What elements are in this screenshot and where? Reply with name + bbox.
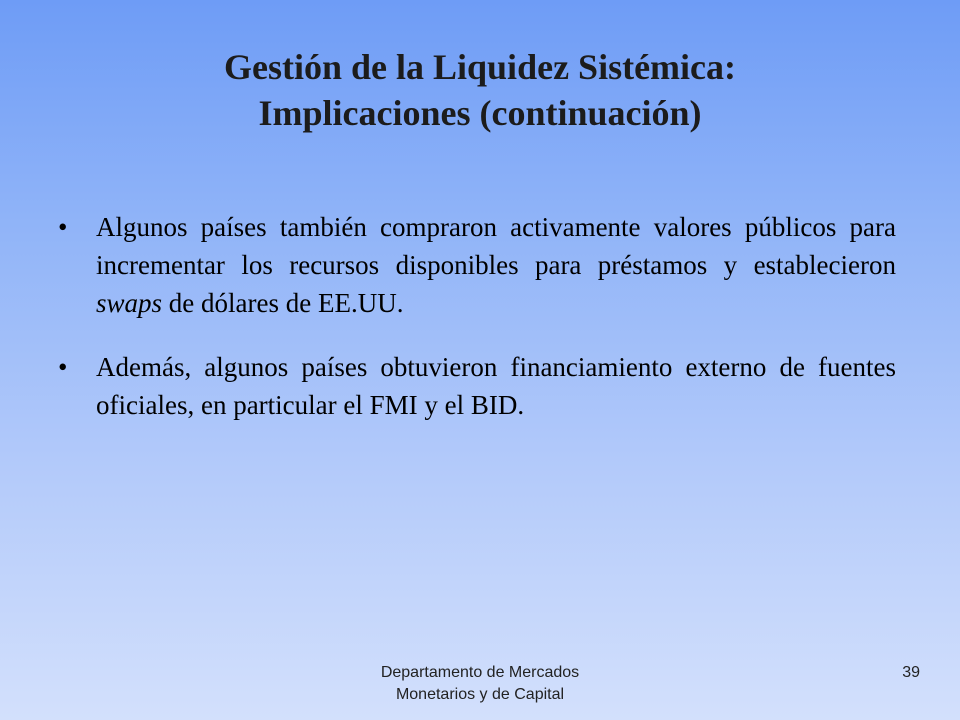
bullet-text-part: Algunos países también compraron activamente valores públicos para incrementar los recursos disponibles para préstamos y establecieron (96, 212, 896, 280)
slide-title (0, 44, 960, 136)
bullet-list (56, 208, 896, 450)
bullet-icon: • (58, 352, 68, 382)
footer-line-2: Monetarios y de Capital (395, 686, 565, 703)
slide-title-line-1: Gestión de la Liquidez Sistémica: (224, 47, 736, 87)
bullet-text: Además, algunos países obtuvieron financiamiento externo de fuentes oficiales, en particular el FMI y el BID. (96, 352, 896, 420)
bullet-text-italic: swaps (96, 288, 163, 318)
bullet-text-part: de dólares de EE.UU. (162, 288, 404, 318)
slide-title-line-2: Implicaciones (continuación) (258, 93, 702, 133)
bullet-icon: • (58, 212, 68, 242)
slide-footer (300, 662, 660, 706)
bullet-item-2 (56, 348, 896, 424)
slide-number: 39 (902, 664, 920, 681)
footer-line-1: Departamento de Mercados (380, 664, 580, 681)
bullet-item-1 (56, 208, 896, 322)
